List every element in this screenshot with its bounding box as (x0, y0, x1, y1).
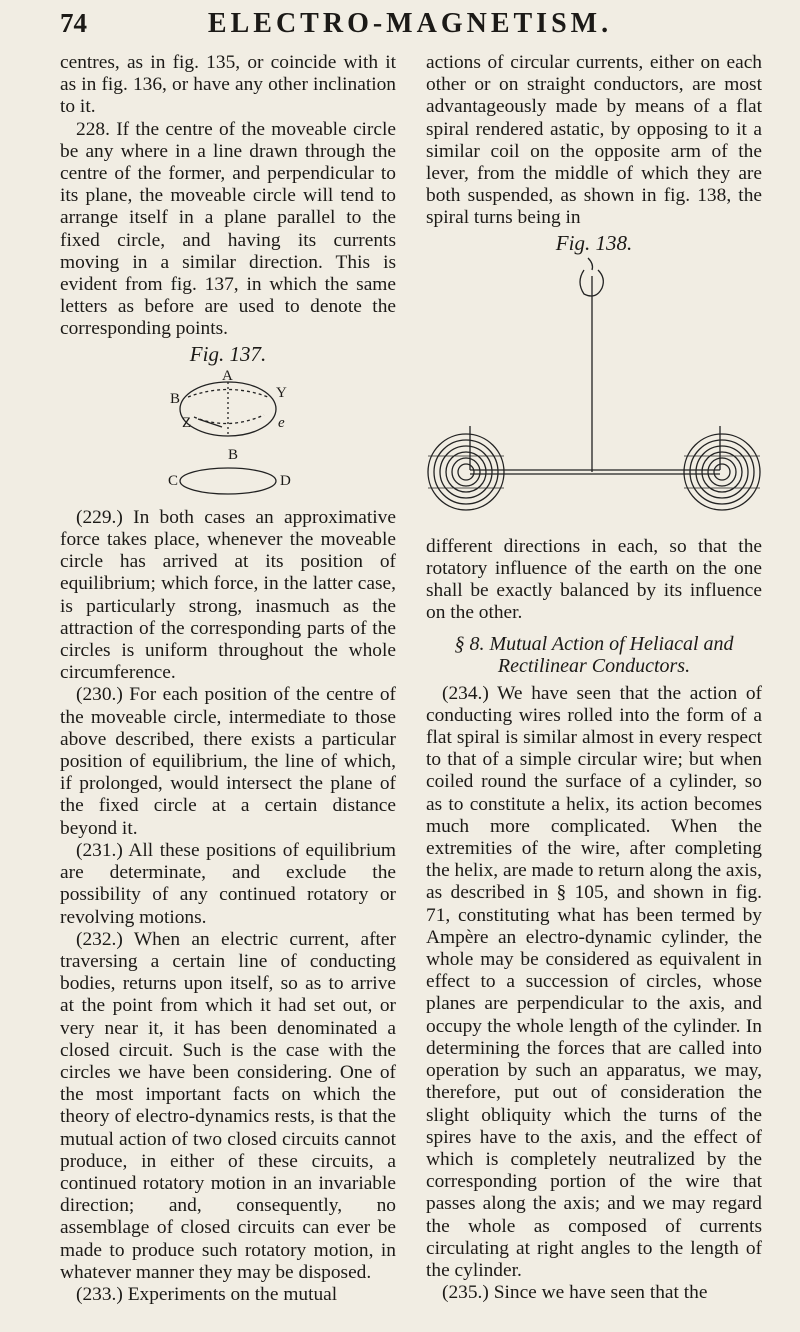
paragraph-233: (233.) Experiments on the mutual (76, 1283, 338, 1305)
left-column (60, 52, 396, 1306)
suspension-thread (588, 258, 593, 270)
paragraph-234: (234.) We have seen that the action of conducting wires rolled into the form of a flat spiral is similar almost in every respect to that of a simple circular wire; but when coiled round the surface of a cylinder, so as to constitute a helix, its action becomes much more complicated. When the extremities of the wire, after completing the helix, are made to return along the axis, as described in § 105, and shown in fig. 71, constituting what has been termed by Ampère an electro-dynamic cylinder, the whole may be considered as equivalent in effect to a succession of circles, whose planes are perpendicular to the axis, and occupy the whole length of the cylinder. In determining the forces that are called into operation by such an apparatus, we may, therefore, put out of consideration the slight obliquity which the turns of the spires have to the axis, and the effect of which is completely neutralized by the corresponding portion of the wire that passes along the axis; and we may regard the whole as composed of currents circulating at right angles to the length of the cylinder. (426, 682, 762, 1281)
label-c: C (168, 472, 179, 489)
figure-137-diagram (128, 367, 328, 507)
figure-138-diagram (426, 256, 762, 536)
paragraph: actions of circular currents, either on each other or on straight conductors, are most advantageously made by means of a flat spiral rendered astatic, by opposing to it a similar coil on the opposite arm of the lever, from the middle of which they are both suspended, as shown in fig. 138, the spiral turns being in (426, 52, 762, 229)
paragraph: centres, as in fig. 135, or coincide with it as in fig. 136, or have any other inclination to it. (60, 52, 396, 118)
page-header (60, 8, 760, 42)
section-heading: § 8. Mutual Action of Heliacal and Rectilinear Conductors. (454, 632, 734, 677)
running-head: ELECTRO-MAGNETISM. (207, 8, 613, 39)
figure-138-label: Fig. 138. (555, 230, 633, 255)
right-spiral-coil (684, 434, 760, 510)
label-b-top: B (170, 390, 181, 407)
paragraph-232: (232.) When an electric current, after traversing a certain line of conducting bodies, returns upon itself, so as to arrive at the point from which it had set out, or very near it, it has been denominated a closed circuit. Such is the case with the circles we have been considering. One of the most important facts on which the theory of electro-dynamics rests, is that the mutual action of two closed circuits cannot produce, in either of these circuits, a continued rotatory motion in an invariable direction; and, consequently, no assemblage of closed circuits can ever be made to produce such rotatory motion, in whatever manner they may be disposed. (60, 928, 396, 1283)
paragraph: different directions in each, so that the rotatory influence of the earth on the one shall be exactly balanced by its influence on the other. (426, 535, 762, 624)
page-number: 74 (60, 8, 87, 38)
label-y: Y (276, 384, 287, 401)
paragraph-228: 228. If the centre of the moveable circle be any where in a line drawn through the centre of the former, and perpendicular to its plane, the moveable circle will tend to arrange itself in a plane parallel to the fixed circle, and having its currents moving in a similar direction. This is evident from fig. 137, in which the same letters as before are used to denote the corresponding points. (60, 118, 396, 340)
label-z: Z (182, 414, 192, 431)
paragraph-229: (229.) In both cases an approximative force takes place, whenever the moveable circle has arrived at its position of equilibrium; which force, in the latter case, is particularly strong, inasmuch as the attraction of the corresponding parts of the circles is uniform throughout the whole circumference. (60, 506, 396, 684)
label-d: D (280, 472, 291, 489)
lower-circle (180, 468, 276, 494)
paragraph-235: (235.) Since we have seen that the (442, 1282, 708, 1304)
paragraph-231: (231.) All these positions of equilibrium are determinate, and exclude the possibility of any continued rotatory or revolving motions. (60, 839, 396, 928)
label-a: A (222, 367, 233, 384)
figure-137-label: Fig. 137. (189, 341, 267, 366)
label-e: e (278, 414, 285, 431)
label-b: B (228, 446, 239, 463)
paragraph-230: (230.) For each position of the centre of the moveable circle, intermediate to those above described, there exists a particular position of equilibrium, the line of which, if prolonged, would intersect the plane of the fixed circle at a certain distance beyond it. (60, 684, 396, 839)
left-spiral-coil (428, 434, 504, 510)
right-column (426, 52, 762, 1304)
